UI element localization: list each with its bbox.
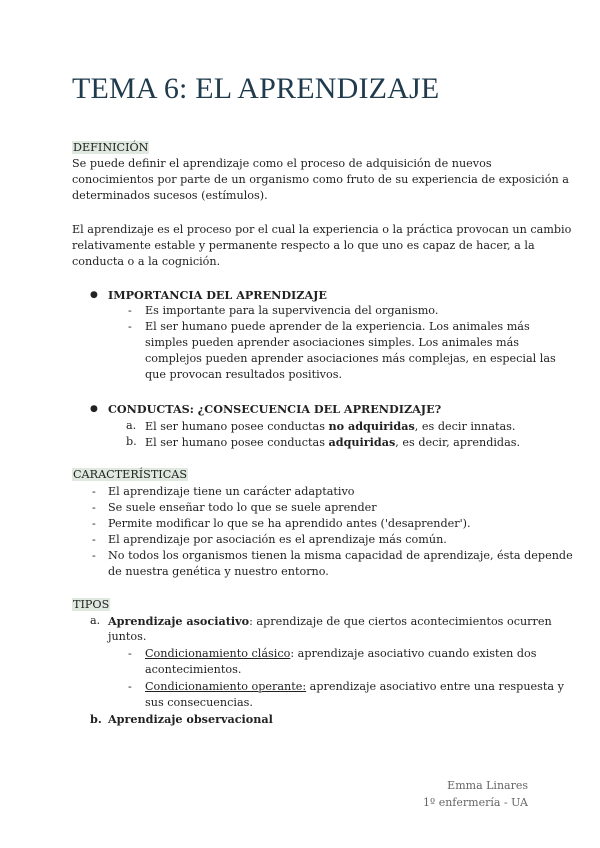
- dash-icon: -: [128, 680, 132, 693]
- list-marker-a: a.: [90, 614, 101, 627]
- dash-icon: -: [128, 320, 132, 333]
- definicion-p2-line1: El aprendizaje es el proceso por el cual la experiencia o la práctica provocan un cambio: [72, 223, 572, 236]
- bullet-icon: ●: [90, 290, 98, 300]
- importancia-item-2-line4: que provocan resultados positivos.: [145, 368, 343, 381]
- dash-icon: -: [92, 517, 96, 530]
- tipos-sub-item-1: Condicionamiento clásico: aprendizaje asociativo cuando existen dos: [145, 647, 537, 660]
- section-heading-caracteristicas: CARACTERÍSTICAS: [73, 468, 188, 481]
- caracteristicas-item-5-cont: de nuestra genética y nuestro entorno.: [108, 565, 329, 578]
- tipos-sub-item-1-cont: acontecimientos.: [145, 663, 242, 676]
- dash-icon: -: [92, 549, 96, 562]
- caracteristicas-item-2: Se suele enseñar todo lo que se suele aprender: [108, 501, 377, 514]
- importancia-item-2-line2: simples pueden aprender asociaciones simples. Los animales más: [145, 336, 520, 349]
- caracteristicas-item-5: No todos los organismos tienen la misma capacidad de aprendizaje, ésta depende: [108, 549, 573, 562]
- list-marker-b: b.: [126, 435, 137, 448]
- tipos-item-a: Aprendizaje asociativo: aprendizaje de que ciertos acontecimientos ocurren: [108, 614, 552, 628]
- importancia-heading: IMPORTANCIA DEL APRENDIZAJE: [108, 288, 327, 302]
- tipos-item-b: Aprendizaje observacional: [108, 712, 273, 726]
- page-title: TEMA 6: EL APRENDIZAJE: [72, 72, 440, 105]
- definicion-p1-line2: conocimientos por parte de un organismo como fruto de su experiencia de exposición a: [72, 173, 569, 186]
- list-marker-b: b.: [90, 712, 102, 726]
- importancia-item-1: Es importante para la supervivencia del organismo.: [145, 304, 439, 317]
- caracteristicas-item-3: Permite modificar lo que se ha aprendido antes ('desaprender').: [108, 517, 471, 530]
- tipos-sub-item-2-cont: sus consecuencias.: [145, 696, 253, 709]
- conductas-heading: CONDUCTAS: ¿CONSECUENCIA DEL APRENDIZAJE?: [108, 402, 442, 416]
- dash-icon: -: [128, 304, 132, 317]
- section-heading-tipos: TIPOS: [73, 598, 110, 611]
- caracteristicas-item-1: El aprendizaje tiene un carácter adaptativo: [108, 485, 355, 498]
- importancia-item-2-line3: complejos pueden aprender asociaciones más complejas, en especial las: [145, 352, 556, 365]
- conductas-item-a: El ser humano posee conductas no adquiridas, es decir innatas.: [145, 419, 516, 433]
- footer-course: 1º enfermería - UA: [423, 796, 528, 809]
- footer-author: Emma Linares: [447, 779, 528, 792]
- definicion-p2-line2: relativamente estable y permanente respecto a lo que uno es capaz de hacer, a la: [72, 239, 535, 252]
- section-heading-definicion: DEFINICIÓN: [73, 141, 149, 154]
- tipos-sub-item-2: Condicionamiento operante: aprendizaje asociativo entre una respuesta y: [145, 680, 564, 693]
- definicion-p1-line1: Se puede definir el aprendizaje como el proceso de adquisición de nuevos: [72, 157, 492, 170]
- tipos-item-a-cont: juntos.: [108, 630, 147, 643]
- caracteristicas-item-4: El aprendizaje por asociación es el aprendizaje más común.: [108, 533, 447, 546]
- dash-icon: -: [92, 485, 96, 498]
- dash-icon: -: [92, 533, 96, 546]
- definicion-p1-line3: determinados sucesos (estímulos).: [72, 189, 268, 202]
- bullet-icon: ●: [90, 404, 98, 414]
- dash-icon: -: [128, 647, 132, 660]
- list-marker-a: a.: [126, 419, 137, 432]
- definicion-p2-line3: conducta o a la cognición.: [72, 255, 221, 268]
- conductas-item-b: El ser humano posee conductas adquiridas, es decir, aprendidas.: [145, 435, 521, 449]
- importancia-item-2-line1: El ser humano puede aprender de la experiencia. Los animales más: [145, 320, 530, 333]
- dash-icon: -: [92, 501, 96, 514]
